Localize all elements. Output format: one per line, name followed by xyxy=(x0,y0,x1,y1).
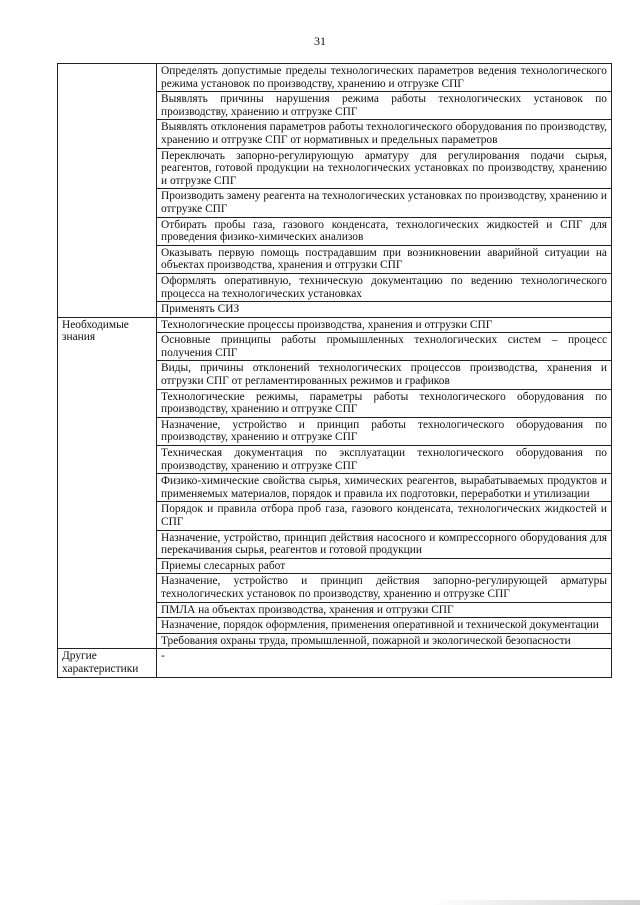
section-label: Другие характеристики xyxy=(58,649,157,677)
item-text: Назначение, порядок оформления, применения оперативной и технической документации xyxy=(157,618,612,634)
item-text: Требования охраны труда, промышленной, пожарной и экологической безопасности xyxy=(157,633,612,649)
scan-edge-shading xyxy=(430,900,640,905)
item-text: Производить замену реагента на технологических установках по производству, хранению и отгрузке СПГ xyxy=(157,189,612,217)
item-text: - xyxy=(157,649,612,677)
table-row xyxy=(58,317,612,333)
item-text: ПМЛА на объектах производства, хранения и отгрузки СПГ xyxy=(157,602,612,618)
skills-table xyxy=(57,63,612,678)
item-text: Основные принципы работы промышленных технологических систем – процесс получения СПГ xyxy=(157,333,612,361)
table-row xyxy=(58,649,612,677)
item-text: Назначение, устройство, принцип действия насосного и компрессорного оборудования для перекачивания сырья, реагентов и готовой продукции xyxy=(157,530,612,558)
item-text: Виды, причины отклонений технологических процессов производства, хранения и отгрузки СПГ от регламентированных режимов и графиков xyxy=(157,361,612,389)
item-text: Оформлять оперативную, техническую документацию по ведению технологического процесса на технологических установках xyxy=(157,273,612,301)
item-text: Технологические процессы производства, хранения и отгрузки СПГ xyxy=(157,317,612,333)
item-text: Назначение, устройство и принцип действия запорно-регулирующей арматуры технологических установок по производству, хранению и отгрузке СПГ xyxy=(157,574,612,602)
section-label xyxy=(58,64,157,318)
item-text: Применять СИЗ xyxy=(157,302,612,318)
item-text: Отбирать пробы газа, газового конденсата, технологических жидкостей и СПГ для проведения физико-химических анализов xyxy=(157,217,612,245)
table-body xyxy=(58,64,612,678)
item-text: Техническая документация по эксплуатации технологического оборудования по производству, хранению и отгрузке СПГ xyxy=(157,446,612,474)
item-text: Приемы слесарных работ xyxy=(157,558,612,574)
section-label: Необходимые знания xyxy=(58,317,157,649)
item-text: Технологические режимы, параметры работы технологического оборудования по производству, хранению и отгрузке СПГ xyxy=(157,389,612,417)
item-text: Оказывать первую помощь пострадавшим при возникновении аварийной ситуации на объектах производства, хранения и отгрузки СПГ xyxy=(157,245,612,273)
item-text: Переключать запорно-регулирующую арматуру для регулирования подачи сырья, реагентов, готовой продукции на технологических установках по производству, хранению и отгрузке СПГ xyxy=(157,148,612,189)
item-text: Определять допустимые пределы технологических параметров ведения технологического режима установок по производству, хранению и отгрузке СПГ xyxy=(157,64,612,92)
item-text: Выявлять отклонения параметров работы технологического оборудования по производству, хранению и отгрузке СПГ от нормативных и предельных параметров xyxy=(157,120,612,148)
item-text: Порядок и правила отбора проб газа, газового конденсата, технологических жидкостей и СПГ xyxy=(157,502,612,530)
page-number: 31 xyxy=(314,34,326,48)
table-row xyxy=(58,64,612,92)
item-text: Физико-химические свойства сырья, химических реагентов, вырабатываемых продуктов и применяемых материалов, порядок и правила их подготовки, переработки и утилизации xyxy=(157,474,612,502)
item-text: Назначение, устройство и принцип работы технологического оборудования по производству, хранению и отгрузке СПГ xyxy=(157,417,612,445)
item-text: Выявлять причины нарушения режима работы технологических установок по производству, хранению и отгрузке СПГ xyxy=(157,92,612,120)
